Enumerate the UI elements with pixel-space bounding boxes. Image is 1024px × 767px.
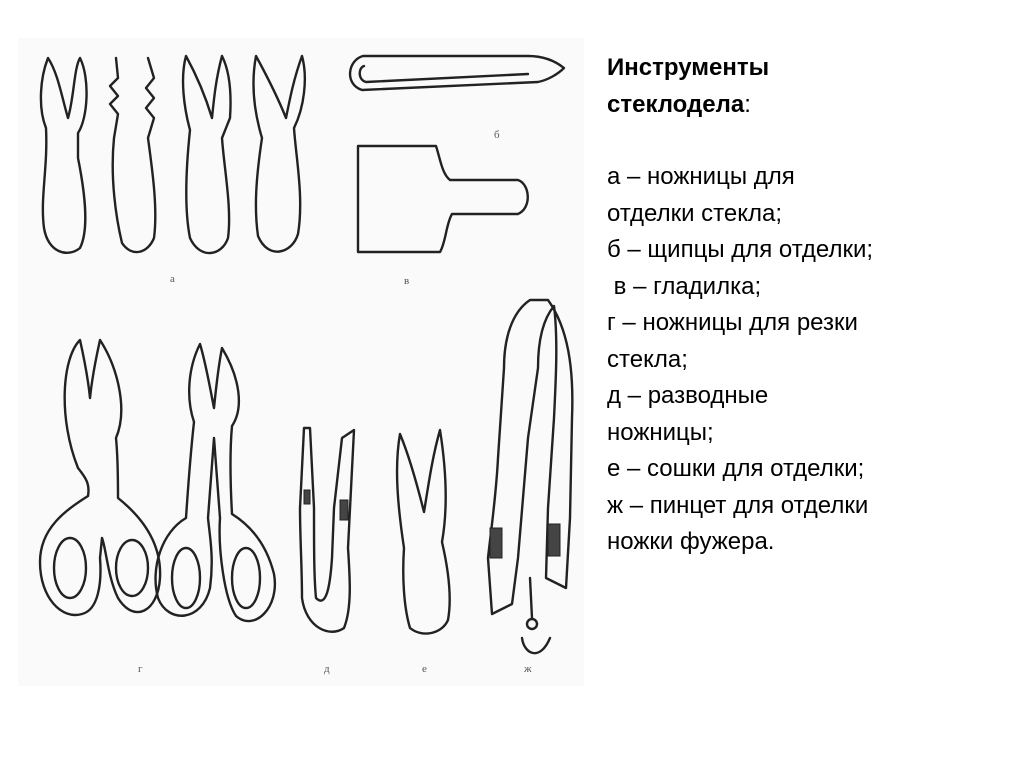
tool-g-scissors [40,340,275,675]
legend-line: ножки фужера. [607,528,775,555]
tool-d-spreaders [300,428,354,675]
tools-illustration [18,38,584,686]
tool-e-shears [397,430,450,675]
legend-line: е – сошки для отделки; [607,455,865,482]
legend-line: отделки стекла; [607,199,783,227]
legend-line: а – ножницы для [607,163,795,190]
tool-v-smoother [358,146,528,287]
tool-a-shears [41,56,305,285]
label-e: е [422,663,427,675]
tool-b-tongs [350,56,564,141]
label-g: г [138,663,143,675]
slide-title-line-1: Инструменты [607,54,770,81]
label-b: б [494,129,500,141]
legend-line: в – гладилка; [607,272,762,300]
legend-line: д – разводные [607,382,769,409]
legend-line: б – щипцы для отделки; [607,236,874,263]
label-a: а [170,273,175,285]
legend-line: стекла; [607,345,688,373]
tools-drawing [18,38,584,686]
label-zh: ж [524,663,532,675]
legend-line: г – ножницы для резки [607,309,858,336]
slide-title-line-2 [607,87,1007,124]
spacer [607,123,1007,159]
tool-zh-tweezers [488,300,572,675]
caption-block [607,50,1007,561]
legend-line: ножницы; [607,418,714,446]
label-v: в [404,275,410,287]
slide-title-word: стеклодела [607,90,745,118]
slide-title-colon: : [744,90,751,118]
legend-line: ж – пинцет для отделки [607,491,869,519]
label-d: д [324,663,330,675]
